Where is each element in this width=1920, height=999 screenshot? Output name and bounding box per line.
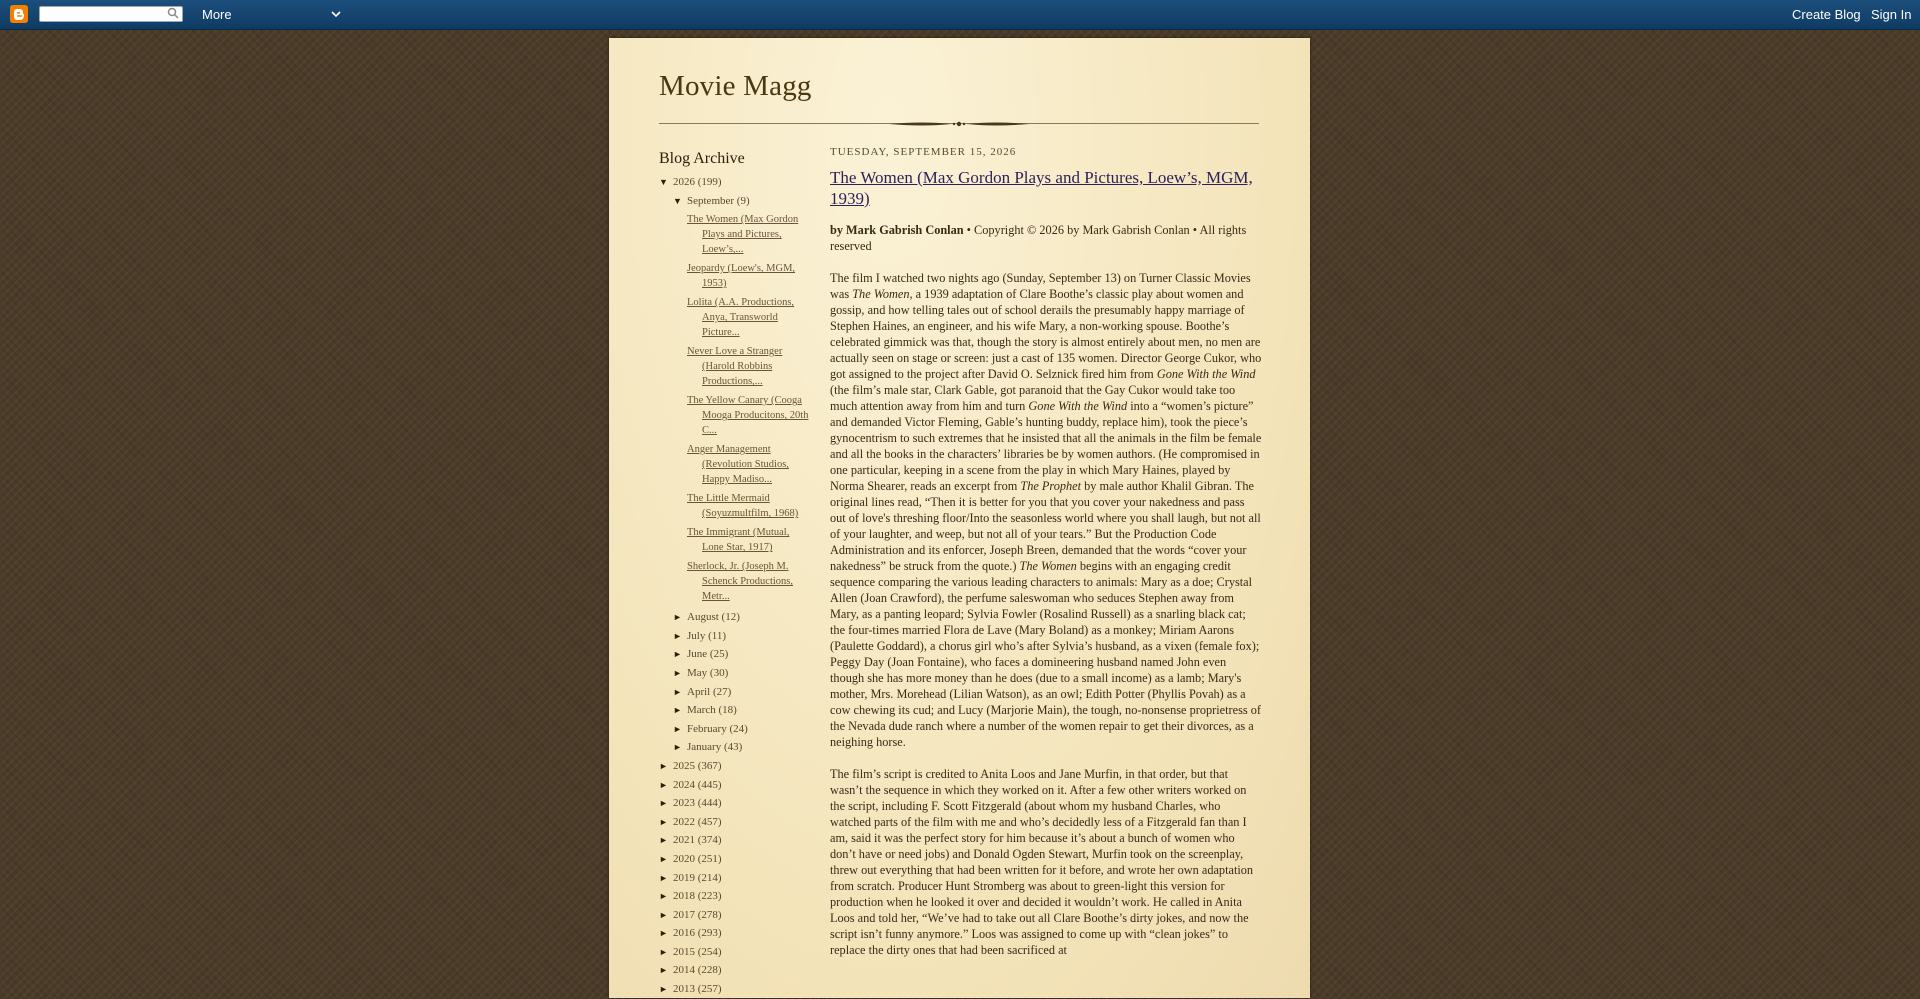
archive-count: (43) bbox=[723, 741, 743, 754]
post-column bbox=[830, 146, 1262, 974]
archive-year-2020 bbox=[659, 850, 809, 869]
blogger-navbar bbox=[0, 0, 1920, 30]
archive-year-link[interactable]: 2025 bbox=[673, 759, 695, 772]
collapse-toggle-icon[interactable]: ► bbox=[659, 891, 668, 902]
archive-year-2014 bbox=[659, 961, 809, 980]
archive-post-link[interactable]: Never Love a Stranger (Harold Robbins Productions,... bbox=[687, 346, 783, 388]
collapse-toggle-icon[interactable]: ► bbox=[673, 667, 682, 678]
archive-year-2026 bbox=[659, 173, 809, 192]
archive-count: (199) bbox=[697, 176, 722, 188]
archive-count: (457) bbox=[697, 815, 722, 828]
archive-count: (223) bbox=[697, 890, 722, 903]
collapse-toggle-icon[interactable]: ► bbox=[673, 686, 682, 697]
expand-toggle-icon[interactable]: ▼ bbox=[673, 195, 682, 206]
collapse-toggle-icon[interactable]: ► bbox=[659, 853, 668, 864]
archive-post-link[interactable]: Anger Management (Revolution Studios, Happy Madiso... bbox=[687, 444, 789, 486]
archive-count: (254) bbox=[697, 945, 722, 958]
collapse-toggle-icon[interactable]: ► bbox=[659, 965, 668, 976]
archive-month-february bbox=[659, 720, 809, 739]
archive-year-link[interactable]: 2019 bbox=[673, 871, 695, 884]
archive-month-july bbox=[659, 627, 809, 646]
collapse-toggle-icon[interactable]: ► bbox=[659, 928, 668, 939]
collapse-toggle-icon[interactable]: ► bbox=[659, 872, 668, 883]
archive-month-link[interactable]: September bbox=[687, 194, 735, 207]
archive-year-link[interactable]: 2022 bbox=[673, 815, 695, 828]
archive-month-may bbox=[659, 664, 809, 683]
archive-month-march bbox=[659, 701, 809, 720]
archive-year-2022 bbox=[659, 813, 809, 832]
archive-count: (367) bbox=[697, 759, 722, 772]
archive-post-link[interactable]: The Immigrant (Mutual, Lone Star, 1917) bbox=[687, 527, 790, 554]
collapse-toggle-icon[interactable]: ► bbox=[673, 742, 682, 753]
archive-year-2025 bbox=[659, 757, 809, 776]
archive-year-link[interactable]: 2017 bbox=[673, 908, 695, 921]
post-body bbox=[830, 222, 1262, 958]
byline-copyright: • Copyright © 2026 by Mark Gabrish Conlan • All rights reserved bbox=[830, 223, 1247, 253]
archive-count: (12) bbox=[721, 611, 740, 624]
archive-month-september bbox=[659, 192, 809, 211]
archive-count: (30) bbox=[709, 666, 729, 679]
archive-year-2013 bbox=[659, 980, 809, 999]
post-paragraph-1: The film I watched two nights ago (Sunday, September 13) on Turner Classic Movies was The Women, a 1939 adaptation of Clare Boothe’s classic play about women and gossip, and how telling tales out of school derails the presumably happy marriage of Stephen Haines, an engineer, and his wife Mary, a non-working spouse. Boothe’s celebrated gimmick was that, though the story is almost entirely about men, no men are actually seen on stage or screen: just a cast of 135 women. Director George Cukor, who got assigned to the project after David O. Selznick fired him from Gone With the Wind (the film’s male star, Clark Gable, got paranoid that the Gay Cukor would take too much attention away from him and turn Gone With the Wind into a “women’s picture” and demanded Victor Fleming, Gable’s hunting buddy, replace him), took the piece’s gynocentrism to such extremes that he insisted that all the animals in the film be female and all the books in the characters’ libraries be by women authors. (He compromised in one particular, keeping in a scene from the play in which Mary Haines, played by Norma Shearer, reads an excerpt from The Prophet by male author Khalil Gibran. The original lines read, “Then it is better for you that you cover your nakedness and pass out of love's threshing floor/Into the seasonless world where you shall laugh, but not all of your laughter, and weep, but not all of your tears.” But the Production Code Administration and its enforcer, Joseph Breen, demanded that the words “cover your nakedness” be struck from the quote.) The Women begins with an engaging credit sequence comparing the various leading characters to animals: Mary as a doe; Crystal Allen (Joan Crawford), the perfume saleswoman who seduces Stephen away from Mary, as a panting leopard; Sylvia Fowler (Rosalind Russell) as a snarling black cat; the four-times married Flora de Lave (Mary Boland) as a monkey; Miriam Aarons (Paulette Goddard), a chorus girl who’s after Sylvia’s husband, as a vixen (female fox); Peggy Day (Joan Fontaine), who faces a domineering husband named John even though she has more money than he does (due to a small income) as a lamb; Mary's mother, Mrs. Morehead (Lilian Watson), as an owl; Edith Potter (Phyllis Povah) as a cow chewing its cud; and Lucy (Marjorie Main), the tough, no-nonsense proprietress of the Nevada dude ranch where a number of the women repair to get their divorces, as a neighing horse. bbox=[830, 271, 1262, 749]
archive-post-link[interactable]: The Yellow Canary (Cooga Mooga Producitons, 20th C... bbox=[687, 395, 809, 437]
archive-year-link[interactable]: 2023 bbox=[673, 797, 695, 810]
archive-post-link[interactable]: Lolita (A.A. Productions, Anya, Transworld Picture... bbox=[687, 297, 795, 339]
archive-year-2017 bbox=[659, 906, 809, 925]
archive-count: (251) bbox=[697, 852, 722, 865]
collapse-toggle-icon[interactable]: ► bbox=[673, 723, 682, 734]
collapse-toggle-icon[interactable]: ► bbox=[673, 612, 682, 623]
expand-toggle-icon[interactable]: ▼ bbox=[659, 177, 668, 187]
archive-year-link[interactable]: 2016 bbox=[673, 927, 695, 940]
archive-count: (11) bbox=[708, 629, 727, 642]
archive-month-link[interactable]: January bbox=[687, 741, 722, 754]
archive-year-link[interactable]: 2013 bbox=[673, 983, 695, 996]
byline-author: by Mark Gabrish Conlan bbox=[830, 223, 964, 237]
blog-archive-title: Blog Archive bbox=[659, 150, 745, 167]
archive-year-link[interactable]: 2015 bbox=[673, 945, 695, 958]
archive-year-link[interactable]: 2020 bbox=[673, 852, 695, 865]
archive-count: (293) bbox=[697, 927, 722, 940]
blog-archive-widget bbox=[659, 150, 809, 999]
search-icon[interactable] bbox=[166, 7, 180, 21]
archive-post-link[interactable]: Sherlock, Jr. (Joseph M. Schenck Productions, Metr... bbox=[687, 561, 793, 603]
post-date-header: TUESDAY, SEPTEMBER 15, 2026 bbox=[830, 146, 1017, 158]
archive-year-2015 bbox=[659, 943, 809, 962]
archive-year-2021 bbox=[659, 831, 809, 850]
archive-month-january bbox=[659, 738, 809, 757]
archive-count: (278) bbox=[697, 908, 722, 921]
archive-month-august bbox=[659, 608, 809, 627]
archive-post-list bbox=[659, 212, 809, 604]
blog-page bbox=[609, 38, 1310, 998]
collapse-toggle-icon[interactable]: ► bbox=[659, 760, 668, 771]
collapse-toggle-icon[interactable]: ► bbox=[659, 798, 668, 809]
chevron-down-icon[interactable] bbox=[331, 6, 341, 27]
archive-year-2018 bbox=[659, 887, 809, 906]
archive-month-link[interactable]: May bbox=[687, 666, 708, 679]
collapse-toggle-icon[interactable]: ► bbox=[659, 946, 668, 957]
archive-month-link[interactable]: April bbox=[687, 685, 711, 698]
archive-month-link[interactable]: February bbox=[687, 722, 727, 735]
archive-year-link[interactable]: 2024 bbox=[673, 778, 695, 791]
archive-count: (257) bbox=[697, 983, 722, 996]
archive-year-2016 bbox=[659, 924, 809, 943]
ornament-icon bbox=[889, 120, 1029, 128]
collapse-toggle-icon[interactable]: ► bbox=[659, 779, 668, 790]
collapse-toggle-icon[interactable]: ► bbox=[659, 909, 668, 920]
search-input[interactable] bbox=[39, 6, 183, 22]
post-paragraph-2: The film’s script is credited to Anita Loos and Jane Murfin, in that order, but that wasn’t the sequence in which they worked on it. After a few other writers worked on the script, including F. Scott Fitzgerald (about whom my husband Charles, who watched parts of the film with me and who’s decidedly less of a Fitzgerald fan than I am, said it was the perfect story for him because it’s about a bunch of women who don’t have or need jobs) and Donald Ogden Stewart, Murfin took on the screenplay, threw out everything that had been written for it before, and wrote her own adaptation from scratch. Producer Hunt Stromberg was about to green-light this version for production when he looked it over and decided it wouldn’t work. He called in Anita Loos and told her, “We’ve had to take out all Clare Boothe’s dirty jokes, and now the script isn’t funny anymore.” Loos was assigned to come up with “clean jokes” to replace the dirty ones that had been sacrificed at bbox=[830, 767, 1254, 957]
archive-year-link[interactable]: 2021 bbox=[673, 834, 695, 847]
archive-count: (27) bbox=[712, 685, 732, 698]
collapse-toggle-icon[interactable]: ► bbox=[673, 630, 682, 641]
collapse-toggle-icon[interactable]: ► bbox=[659, 816, 668, 827]
archive-year-link[interactable]: 2014 bbox=[673, 964, 695, 977]
post-title-link[interactable]: The Women (Max Gordon Plays and Pictures, Loew’s, MGM, 1939) bbox=[830, 168, 1253, 208]
blogger-logo-icon[interactable] bbox=[10, 5, 28, 23]
archive-count: (374) bbox=[697, 834, 722, 847]
create-blog-link[interactable]: Create Blog bbox=[1792, 7, 1861, 22]
archive-post-link[interactable]: The Women (Max Gordon Plays and Pictures, Loew’s,... bbox=[687, 214, 799, 256]
archive-month-link[interactable]: March bbox=[687, 704, 716, 717]
archive-year-2024 bbox=[659, 776, 809, 795]
archive-count: (25) bbox=[709, 648, 729, 661]
archive-year-2023 bbox=[659, 794, 809, 813]
archive-year-link[interactable]: 2026 bbox=[673, 176, 695, 188]
collapse-toggle-icon[interactable]: ► bbox=[673, 705, 682, 716]
archive-count: (228) bbox=[697, 964, 722, 977]
archive-count: (18) bbox=[718, 704, 737, 717]
archive-count: (214) bbox=[697, 871, 722, 884]
archive-post-link[interactable]: The Little Mermaid (Soyuzmultfilm, 1968) bbox=[687, 493, 799, 520]
archive-month-april bbox=[659, 683, 809, 702]
archive-count: (24) bbox=[729, 722, 748, 735]
archive-month-link[interactable]: August bbox=[687, 611, 719, 624]
archive-year-link[interactable]: 2018 bbox=[673, 890, 695, 903]
archive-month-link[interactable]: June bbox=[687, 648, 708, 661]
archive-post-link[interactable]: Jeopardy (Loew's, MGM, 1953) bbox=[687, 263, 796, 290]
post-byline bbox=[830, 222, 1262, 254]
archive-month-link[interactable]: July bbox=[687, 629, 706, 642]
collapse-toggle-icon[interactable]: ► bbox=[659, 835, 668, 846]
blog-title[interactable]: Movie Magg bbox=[659, 70, 812, 102]
collapse-toggle-icon[interactable]: ► bbox=[673, 649, 682, 660]
archive-count: (444) bbox=[697, 797, 722, 810]
more-menu-label[interactable]: More bbox=[202, 7, 232, 22]
collapse-toggle-icon[interactable]: ► bbox=[659, 984, 668, 995]
header-divider bbox=[659, 120, 1259, 128]
archive-count: (9) bbox=[736, 194, 750, 207]
archive-count: (445) bbox=[697, 778, 722, 791]
sign-in-link[interactable]: Sign In bbox=[1871, 7, 1912, 22]
archive-month-june bbox=[659, 645, 809, 664]
archive-year-2019 bbox=[659, 869, 809, 888]
